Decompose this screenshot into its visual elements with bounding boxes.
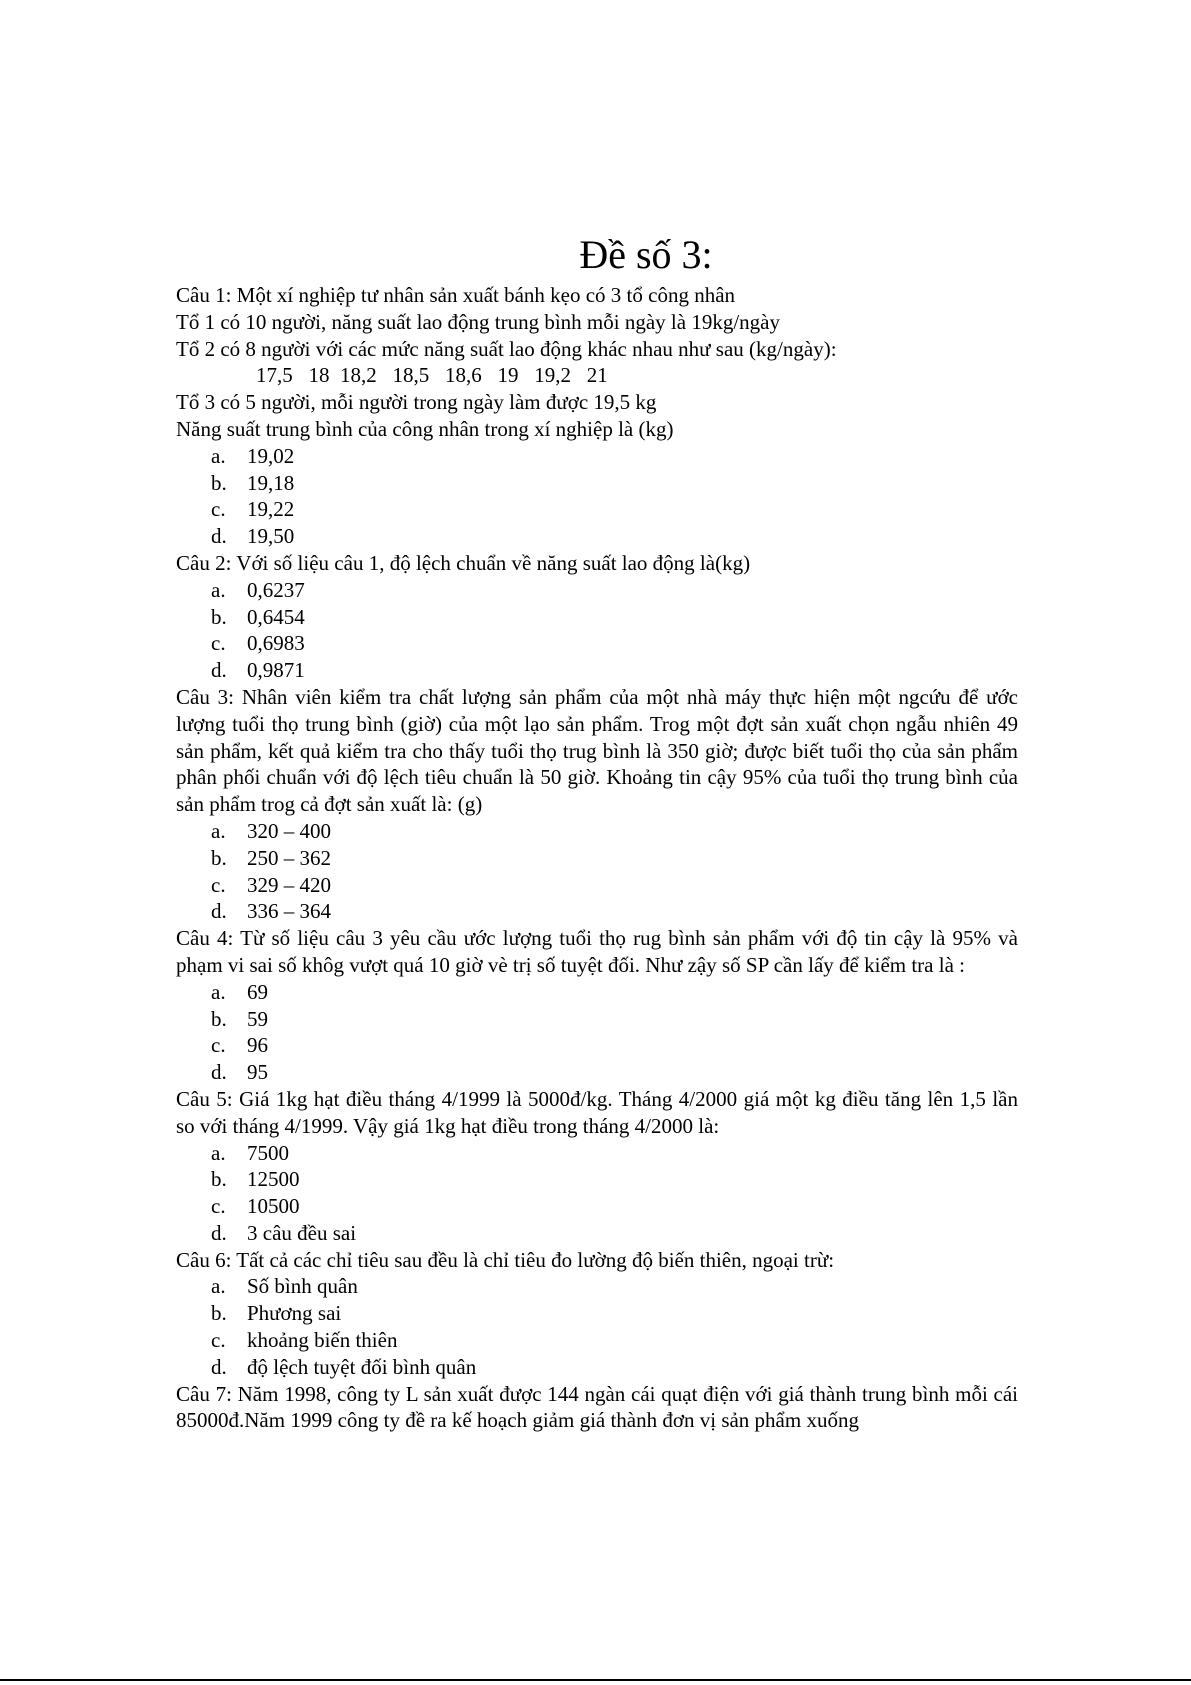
question-5 — [176, 1086, 1026, 1247]
question-1-line-5: Năng suất trung bình của công nhân trong xí nghiệp là (kg) — [176, 416, 674, 441]
question-1-options — [176, 443, 1026, 550]
option-d: d. độ lệch tuyệt đối bình quân — [211, 1354, 477, 1379]
option-b: b. 19,18 — [211, 470, 295, 495]
question-1 — [176, 282, 1026, 550]
option-d: d. 0,9871 — [211, 658, 305, 683]
question-2 — [176, 550, 1026, 684]
option-a: a. 69 — [211, 979, 268, 1004]
page-bottom-rule — [0, 1679, 1191, 1681]
option-c: c. 329 – 420 — [211, 872, 331, 897]
question-7 — [176, 1381, 1026, 1435]
option-d: d. 95 — [211, 1060, 268, 1085]
question-4-options — [176, 979, 1026, 1086]
option-b: b. Phương sai — [211, 1301, 342, 1326]
question-1-line-2: Tổ 1 có 10 người, năng suất lao động trung bình mỗi ngày là 19kg/ngày — [176, 309, 780, 334]
question-1-line-4: Tổ 3 có 5 người, mỗi người trong ngày làm được 19,5 kg — [176, 390, 657, 415]
question-6-text: Câu 6: Tất cả các chỉ tiêu sau đều là chỉ tiêu đo lường độ biến thiên, ngoại trừ: — [176, 1247, 835, 1272]
question-2-options — [176, 577, 1026, 684]
question-3-options — [176, 818, 1026, 925]
question-5-options — [176, 1140, 1026, 1247]
question-1-line-3: Tổ 2 có 8 người với các mức năng suất lao động khác nhau như sau (kg/ngày): — [176, 336, 837, 361]
question-7-text: Câu 7: Năm 1998, công ty L sản xuất được 144 ngàn cái quạt điện với giá thành trung bình mỗi cái 85000đ.Năm 1999 công ty đề ra kế hoạch giảm giá thành đơn vị sản phẩm xuống — [176, 1381, 1018, 1433]
option-a: a. 0,6237 — [211, 577, 305, 602]
option-b: b. 12500 — [211, 1167, 300, 1192]
option-b: b. 250 – 362 — [211, 845, 331, 870]
option-d: d. 3 câu đều sai — [211, 1220, 357, 1245]
question-1-data-row: 17,5 18 18,2 18,5 18,6 19 19,2 21 — [256, 363, 608, 388]
question-6-options — [176, 1273, 1026, 1380]
document-page — [176, 232, 1026, 1434]
option-a: a. 19,02 — [211, 443, 295, 468]
option-b: b. 59 — [211, 1006, 268, 1031]
question-3-text: Câu 3: Nhân viên kiểm tra chất lượng sản phẩm của một nhà máy thực hiện một ngcứu để ước lượng tuổi thọ trung bình (giờ) của một lạo sản phẩm. Trog một đợt sản xuất chọn ngẫu nhiên 49 sản phẩm, kết quả kiểm tra cho thấy tuổi thọ trug bình là 350 giờ; được biết tuổi thọ của sản phẩm phân phối chuẩn với độ lệch tiêu chuẩn là 50 giờ. Khoảng tin cậy 95% của tuổi thọ trung bình của sản phẩm trog cả đợt sản xuất là: (g) — [176, 684, 1018, 817]
question-4 — [176, 925, 1026, 1086]
question-2-text: Câu 2: Với số liệu câu 1, độ lệch chuẩn về năng suất lao động là(kg) — [176, 550, 751, 575]
option-c: c. 0,6983 — [211, 631, 305, 656]
question-5-text: Câu 5: Giá 1kg hạt điều tháng 4/1999 là 5000đ/kg. Tháng 4/2000 giá một kg điều tăng lên 1,5 lần so với tháng 4/1999. Vậy giá 1kg hạt điều trong tháng 4/2000 là: — [176, 1086, 1018, 1138]
document-title: Đề số 3: — [579, 232, 713, 277]
question-4-text: Câu 4: Từ số liệu câu 3 yêu cầu ước lượng tuổi thọ rug bình sản phẩm với độ tin cậy là 95% và phạm vi sai số khôg vượt quá 10 giờ vè trị số tuyệt đối. Như zậy số SP cần lấy để kiểm tra là : — [176, 926, 1018, 977]
option-d: d. 336 – 364 — [211, 899, 331, 924]
option-c: c. 10500 — [211, 1194, 300, 1219]
option-a: a. 7500 — [211, 1140, 289, 1165]
question-1-line-1: Câu 1: Một xí nghiệp tư nhân sản xuất bánh kẹo có 3 tổ công nhân — [176, 283, 736, 307]
option-c: c. khoảng biến thiên — [211, 1328, 398, 1353]
option-a: a. 320 – 400 — [211, 818, 331, 843]
option-b: b. 0,6454 — [211, 604, 305, 629]
option-c: c. 96 — [211, 1033, 268, 1058]
option-d: d. 19,50 — [211, 524, 295, 549]
option-c: c. 19,22 — [211, 497, 295, 522]
option-a: a. Số bình quân — [211, 1274, 358, 1299]
question-6 — [176, 1247, 1026, 1381]
question-3 — [176, 684, 1026, 925]
